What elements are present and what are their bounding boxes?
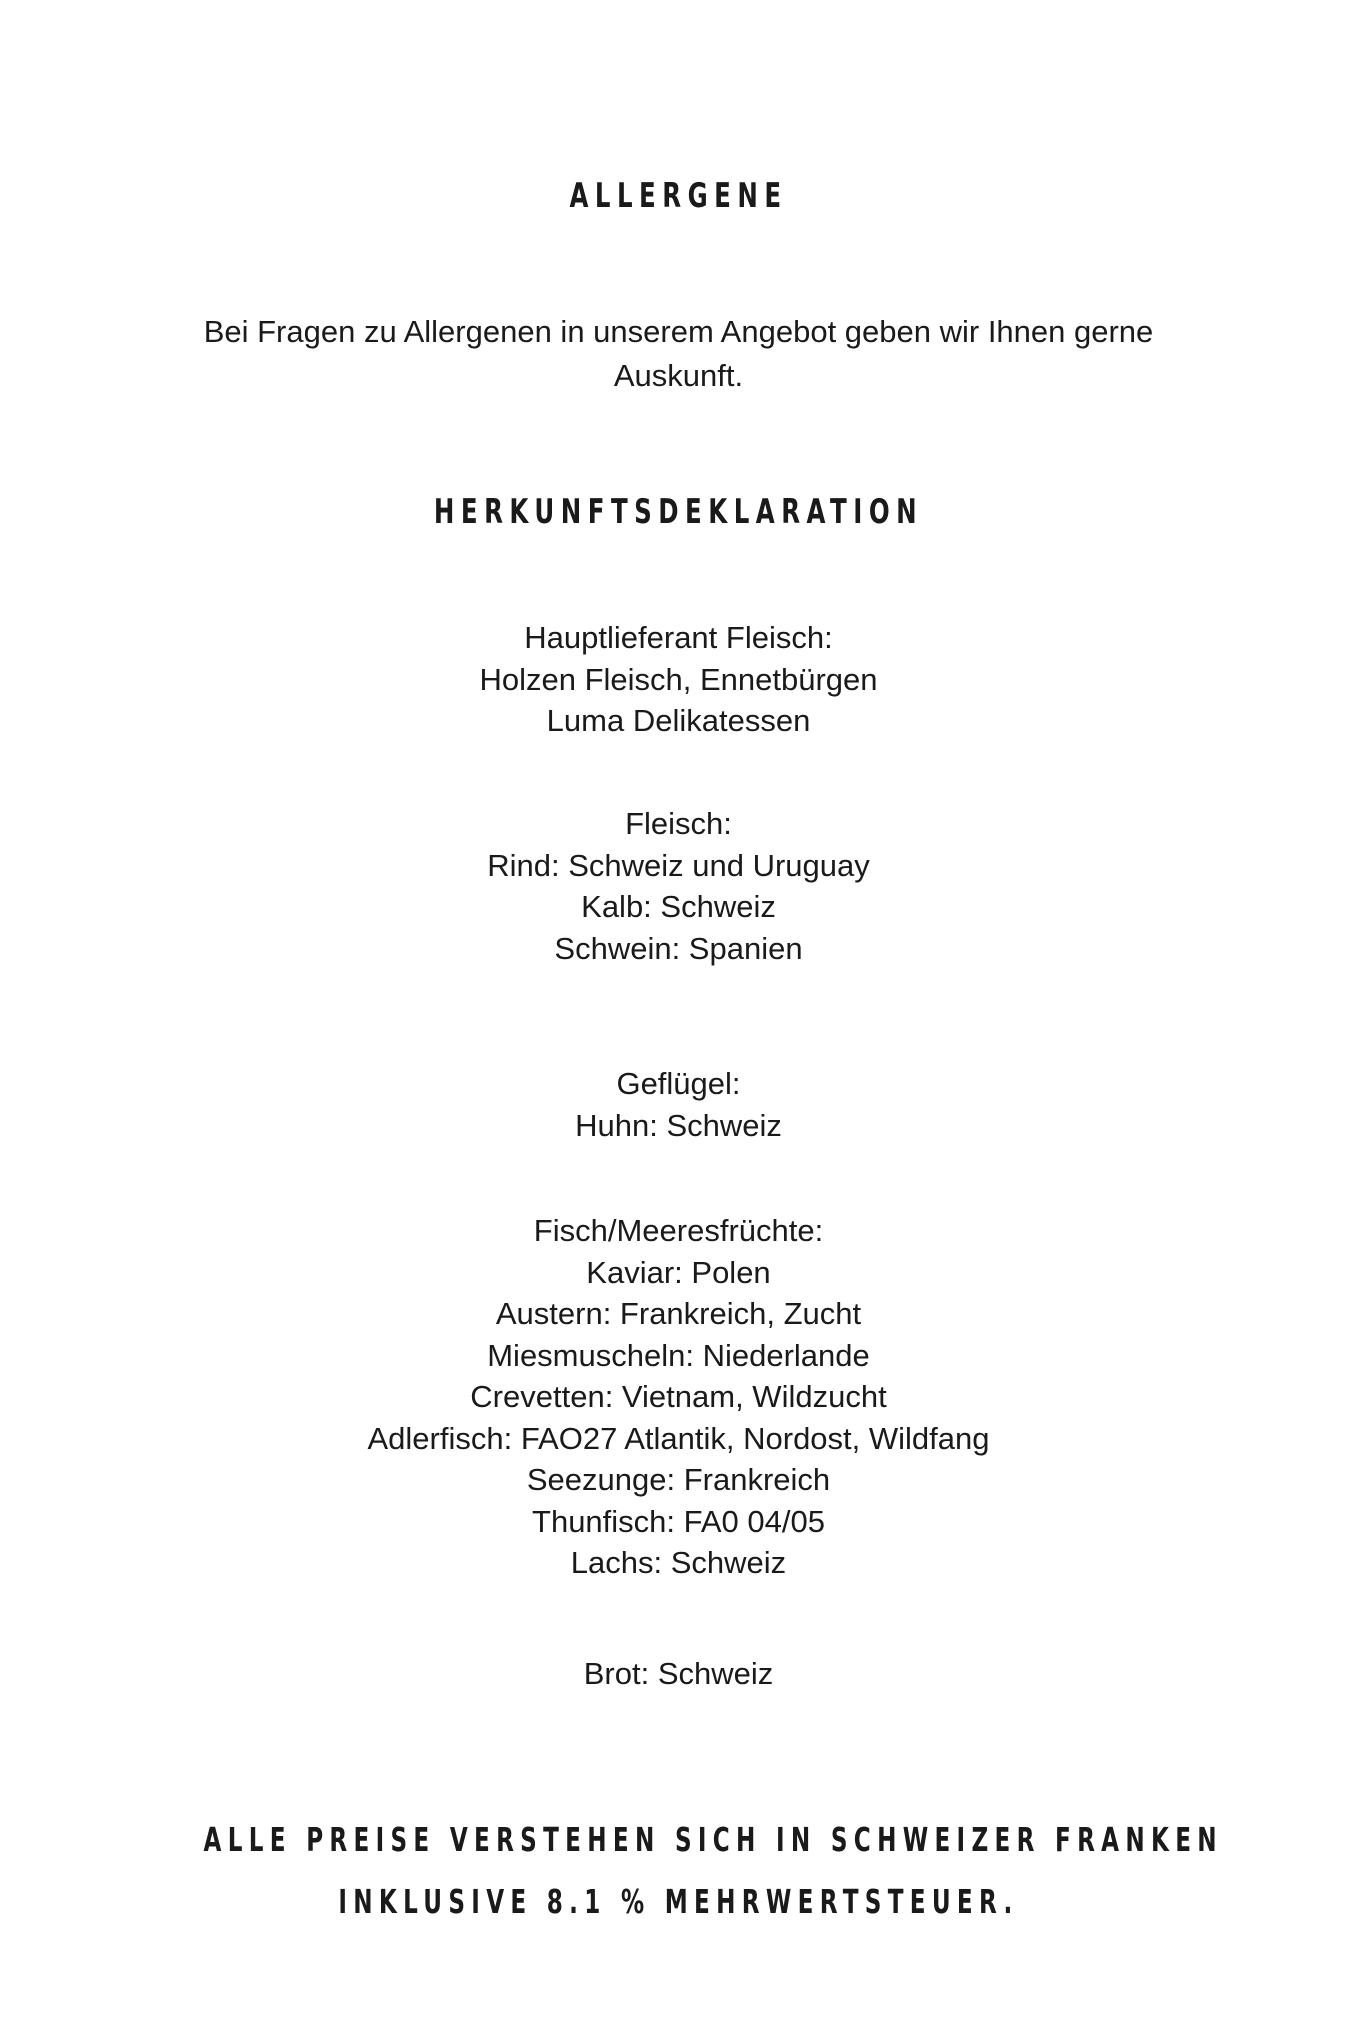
herkunft-heading: HERKUNFTSDEKLARATION [433,492,924,532]
section-brot [0,1653,1357,1695]
section-title: Fisch/Meeresfrüchte: [533,1213,824,1248]
section-fisch [0,1210,1357,1584]
section-line: Austern: Frankreich, Zucht [495,1296,862,1331]
section-line: Thunfisch: FA0 04/05 [532,1503,825,1539]
section-line: Kaviar: Polen [586,1254,771,1290]
section-line: Rind: Schweiz und Uruguay [487,847,870,883]
footer-vat-note: INKLUSIVE 8.1 % MEHRWERTSTEUER. [338,1882,1019,1921]
allergene-heading: ALLERGENE [569,176,788,216]
section-line: Crevetten: Vietnam, Wildzucht [470,1379,887,1414]
section-line: Holzen Fleisch, Ennetbürgen [479,661,878,697]
section-line: Huhn: Schweiz [575,1107,782,1143]
section-hauptlieferant [0,617,1357,742]
section-fleisch [0,803,1357,969]
section-title: Fleisch: [625,806,732,841]
section-line: Lachs: Schweiz [570,1545,787,1580]
section-line: Seezunge: Frankreich [526,1462,831,1497]
footer-price-note: ALLE PREISE VERSTEHEN SICH IN SCHWEIZER FRANKEN [203,1820,1223,1859]
section-line: Miesmuscheln: Niederlande [487,1337,870,1373]
section-title: Geflügel: [616,1066,741,1101]
section-line: Kalb: Schweiz [581,889,776,924]
section-line: Adlerfisch: FAO27 Atlantik, Nordost, Wildfang [367,1420,990,1456]
section-title: Hauptlieferant Fleisch: [524,620,833,655]
allergene-text: Bei Fragen zu Allergenen in unserem Angebot geben wir Ihnen gerne Auskunft. [203,314,1154,393]
section-gefluegel [0,1063,1357,1146]
section-title: Brot: Schweiz [583,1656,774,1691]
section-line: Schwein: Spanien [554,930,803,966]
section-line: Luma Delikatessen [546,703,811,738]
